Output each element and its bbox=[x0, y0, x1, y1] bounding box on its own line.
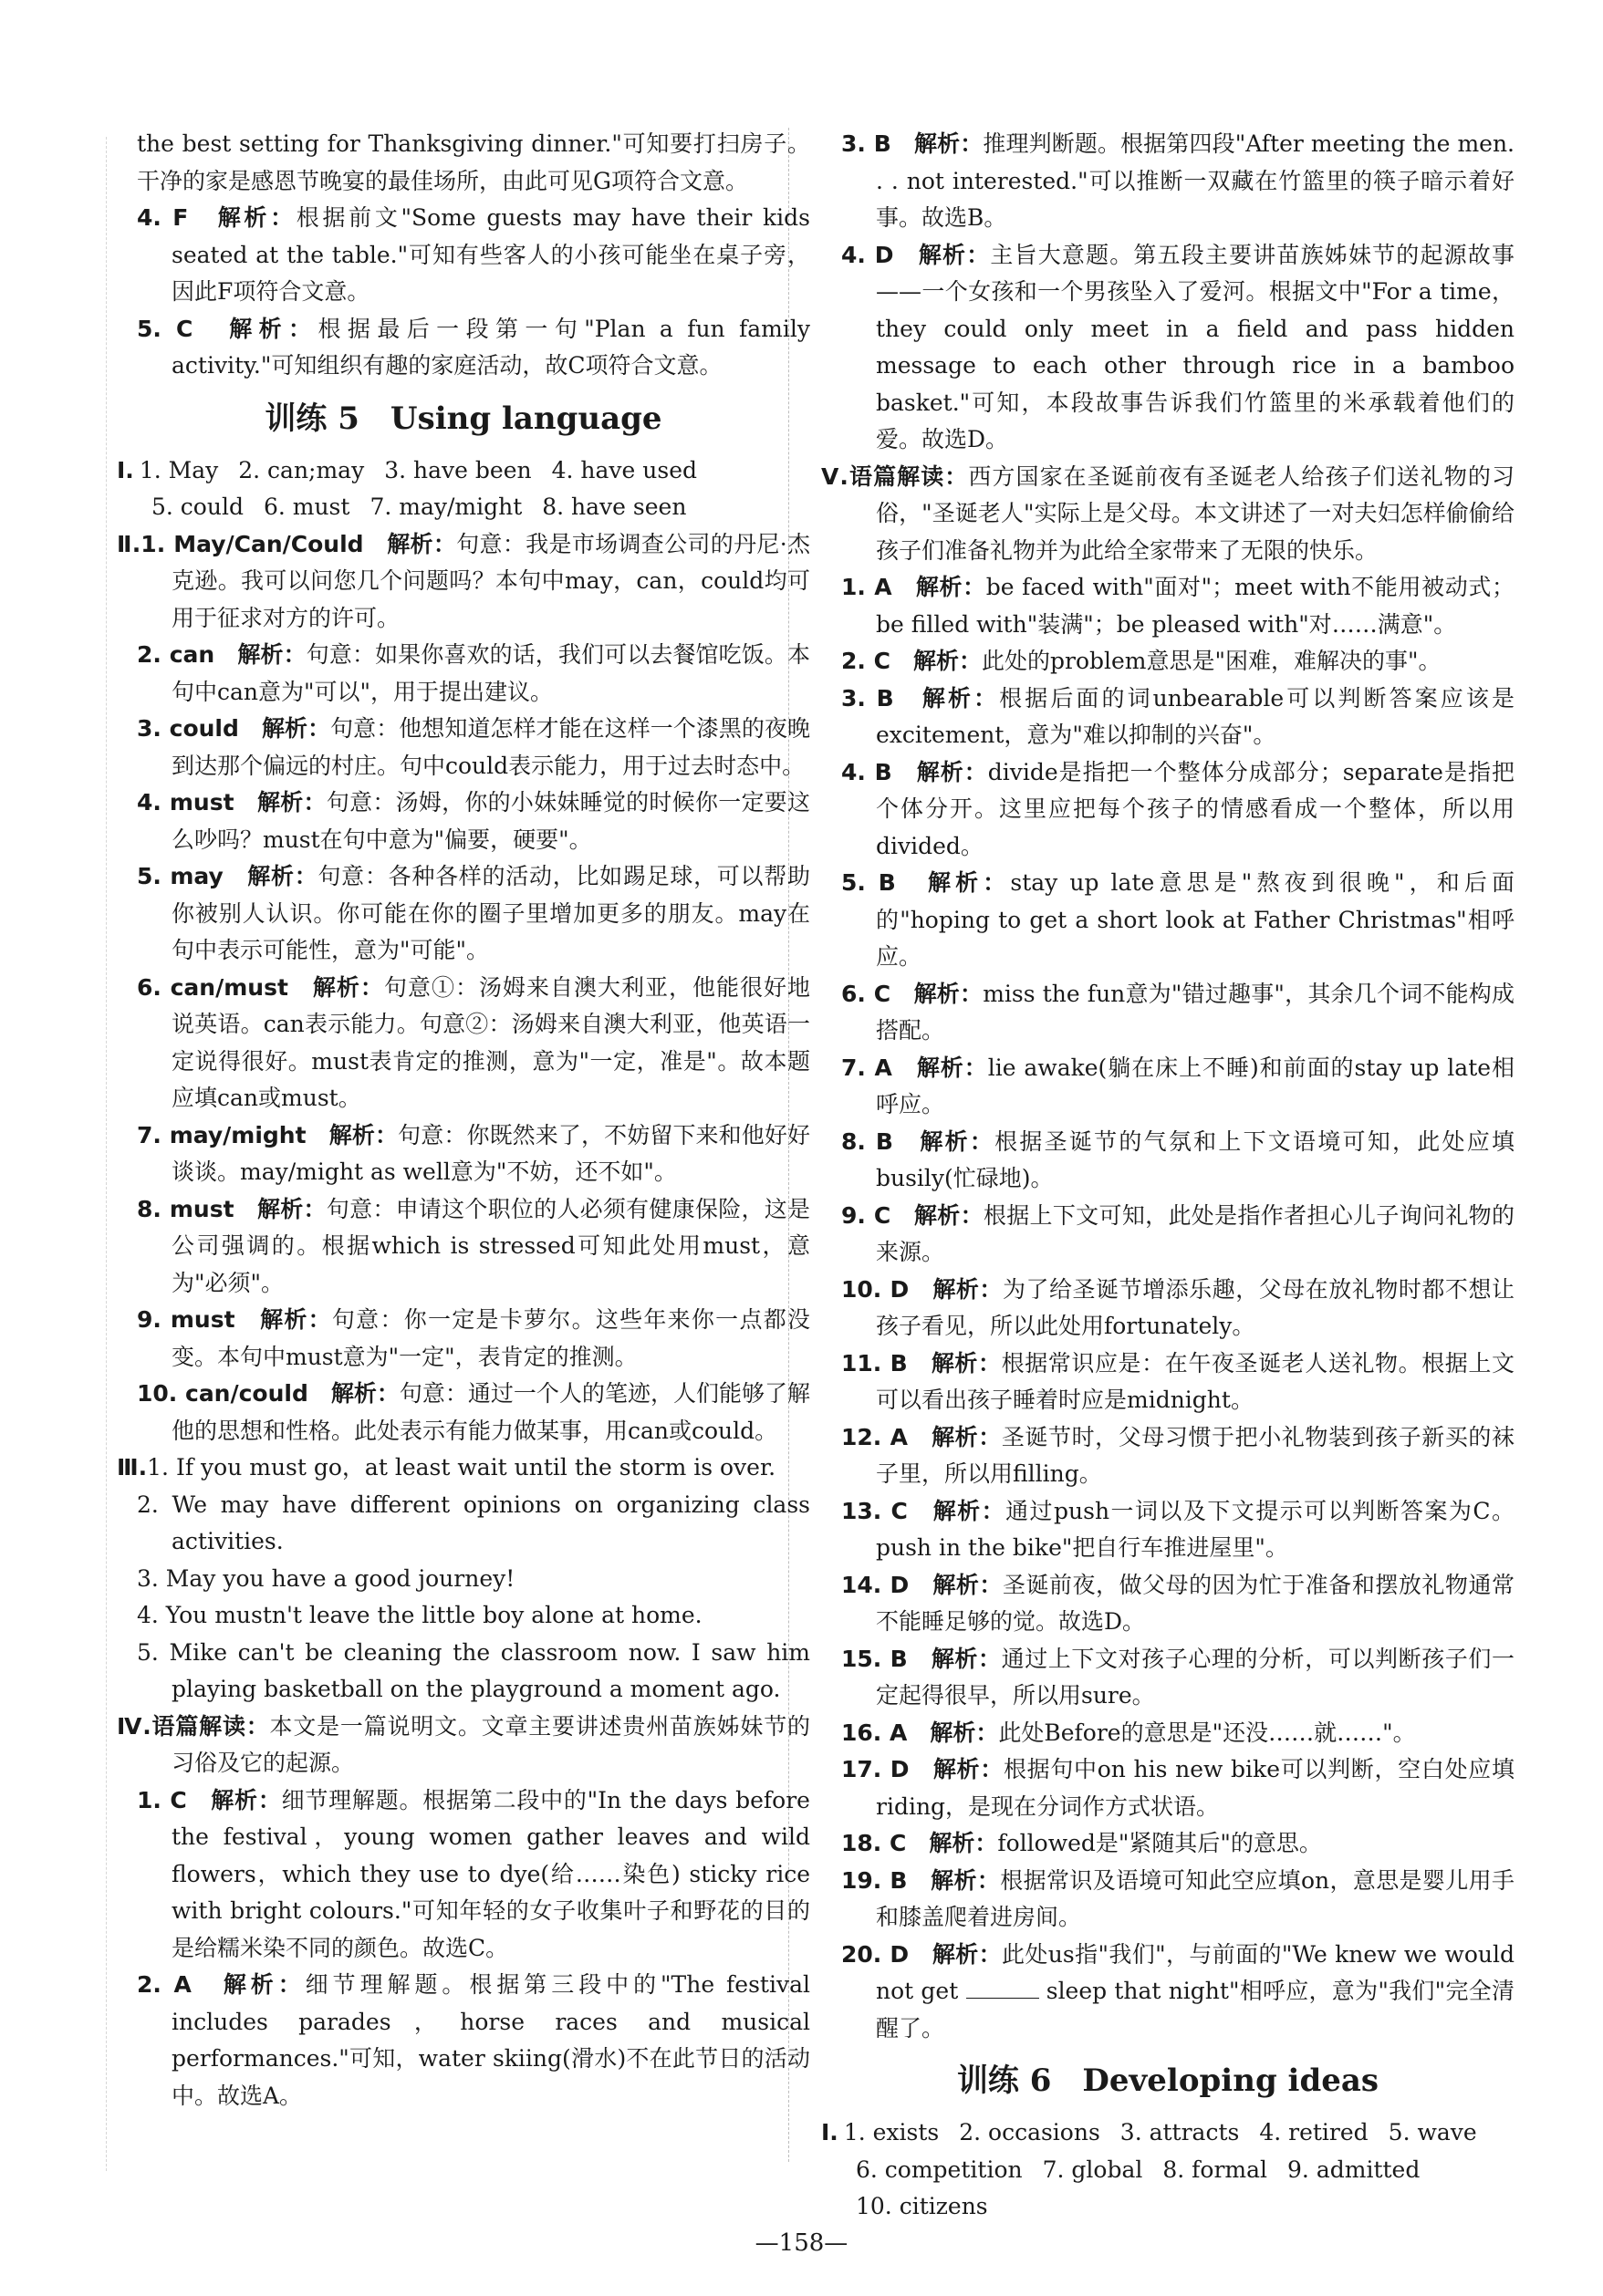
answer-cell: 8. have seen bbox=[542, 493, 687, 520]
answer-cell: 3. attracts bbox=[1119, 2119, 1240, 2145]
page-number: —158— bbox=[755, 2229, 848, 2257]
answer-item: 15. B 解析：通过上下文对孩子心理的分析，可以判断孩子们一定起得很早，所以用sure。 bbox=[841, 1645, 1515, 1709]
answer-cell: 8. formal bbox=[1162, 2156, 1268, 2183]
answer-cell: 7. may/might bbox=[370, 493, 523, 520]
answer-item: 10. D 解析：为了给圣诞节增添乐趣，父母在放礼物时都不想让孩子看见，所以此处用fortunately。 bbox=[841, 1275, 1515, 1339]
answer-item: 7. may/might 解析：句意：你既然来了，不妨留下来和他好好谈谈。may/might as well意为"不妨，还不如"。 bbox=[137, 1121, 810, 1185]
answer-item: 16. A 解析：此处Before的意思是"还没……就……"。 bbox=[841, 1719, 1416, 1746]
answer-item: 4. D 解析：主旨大意题。第五段主要讲苗族姊妹节的起源故事——一个女孩和一个男孩坠入了爱河。根据文中"For a time，they could only meet in a field and pass hidden message to each other through rice in a bamboo basket."可知，本段故事告诉我们竹篮里的米承载着他们的爱。故选D。 bbox=[841, 241, 1515, 452]
sentence-item: Ⅲ.1. If you must go，at least wait until the storm is over. bbox=[117, 1454, 776, 1480]
answer-cell: 6. must bbox=[263, 493, 350, 520]
answer-item: 9. must 解析：句意：你一定是卡萝尔。这些年来你一点都没变。本句中must意为"一定"，表肯定的推测。 bbox=[137, 1306, 810, 1370]
answer-item: 2. C 解析：此处的problem意思是"困难，难解决的事"。 bbox=[841, 648, 1442, 674]
answer-item: 2. A 解析：细节理解题。根据第三段中的"The festival includes parades，horse races and musical performances."可知，water skiing(滑水)不在此节日的活动中。故选A。 bbox=[137, 1971, 810, 2109]
answer-item: 19. B 解析：根据常识及语境可知此空应填on，意思是婴儿用手和膝盖爬着进房间。 bbox=[841, 1866, 1515, 1930]
answer-item: 10. can/could 解析：句意：通过一个人的笔迹，人们能够了解他的思想和性格。此处表示有能力做某事，用can或could。 bbox=[137, 1380, 810, 1444]
answer-item: Ⅱ.1. May/Can/Could 解析：句意：我是市场调查公司的丹尼·杰克逊。我可以问您几个问题吗？本句中may，can，could均可用于征求对方的许可。 bbox=[117, 530, 810, 631]
part-marker: Ⅰ. bbox=[821, 2119, 838, 2145]
part-6 bbox=[821, 2114, 1515, 2226]
part-2 bbox=[117, 526, 810, 1450]
sentence-item: 2. We may have different opinions on organizing class activities. bbox=[137, 1491, 810, 1554]
part-3 bbox=[117, 1449, 810, 1709]
answer-cell: 1. May bbox=[139, 456, 219, 483]
answer-item: 3. could 解析：句意：他想知道怎样才能在这样一个漆黑的夜晚到达那个偏远的村庄。句中could表示能力，用于过去时态中。 bbox=[137, 715, 810, 779]
answer-cell: 4. have used bbox=[551, 456, 697, 483]
answer-item: 18. C 解析：followed是"紧随其后"的意思。 bbox=[841, 1830, 1322, 1856]
answer-item: 1. C 解析：细节理解题。根据第二段中的"In the days before the festival，young women gather leaves and wild flowers，which they use to dye(给……染色) sticky rice with bright colours."可知年轻的女子收集叶子和野花的目的是给糯米染不同的颜色。故选C。 bbox=[137, 1786, 810, 1961]
answer-cell: 1. exists bbox=[843, 2119, 940, 2145]
answer-item: 5. may 解析：句意：各种各样的活动，比如踢足球，可以帮助你被别人认识。你可能在你的圈子里增加更多的朋友。may在句中表示可能性，意为"可能"。 bbox=[137, 863, 810, 963]
part-marker: Ⅰ. bbox=[117, 456, 134, 483]
answer-item: 5. C 解析：根据最后一段第一句"Plan a fun family activity."可知组织有趣的家庭活动，故C项符合文意。 bbox=[137, 315, 810, 379]
answer-cell: 4. retired bbox=[1259, 2119, 1369, 2145]
sentence-item: 4. You mustn't leave the little boy alone at home. bbox=[137, 1602, 703, 1628]
blank-line bbox=[966, 1976, 1039, 1999]
answer-item: 13. C 解析：通过push一词以及下文提示可以判断答案为C。push in the bike"把自行车推进屋里"。 bbox=[841, 1497, 1515, 1561]
answer-cell: 9. admitted bbox=[1287, 2156, 1421, 2183]
answer-item: 3. B 解析：推理判断题。根据第四段"After meeting the men. . . not interested."可以推断一双藏在竹篮里的筷子暗示着好事。故选B。 bbox=[841, 130, 1515, 231]
answer-cell: 7. global bbox=[1042, 2156, 1143, 2183]
answer-item: 3. B 解析：根据后面的词unbearable可以判断答案应该是excitement，意为"难以抑制的兴奋"。 bbox=[841, 684, 1515, 748]
answer-item: 4. F 解析：根据前文"Some guests may have their kids seated at the table."可知有些客人的小孩可能坐在桌子旁，因此F项符合文意。 bbox=[137, 204, 810, 305]
section-title-5: 训练 5 Using language bbox=[265, 400, 662, 437]
answer-item: 14. D 解析：圣诞前夜，做父母的因为忙于准备和摆放礼物通常不能睡足够的觉。故选D。 bbox=[841, 1571, 1515, 1635]
answer-cell: 10. citizens bbox=[856, 2193, 988, 2219]
part-1 bbox=[117, 452, 810, 526]
answer-item: 7. A 解析：lie awake(躺在床上不睡)和前面的stay up late相呼应。 bbox=[841, 1054, 1515, 1117]
intro-paragraph: the best setting for Thanksgiving dinner."可知要打扫房子。干净的家是感恩节晚宴的最佳场所，由此可见G项符合文意。 bbox=[137, 130, 810, 194]
answer-cell: 6. competition bbox=[856, 2156, 1023, 2183]
answer-item: 6. can/must 解析：句意①：汤姆来自澳大利亚，他能很好地说英语。can表示能力。句意②：汤姆来自澳大利亚，他英语一定说得很好。must表肯定的推测，意为"一定，准是"。故本题应填can或must。 bbox=[137, 973, 810, 1111]
sentence-item: 5. Mike can't be cleaning the classroom now. I saw him playing basketball on the playground a moment ago. bbox=[137, 1638, 810, 1702]
answer-item: 1. A 解析：be faced with"面对"；meet with不能用被动式；be filled with"装满"；be pleased with"对……满意"。 bbox=[841, 574, 1515, 638]
answer-item: 12. A 解析：圣诞节时，父母习惯于把小礼物装到孩子新买的袜子里，所以用filling。 bbox=[841, 1423, 1515, 1487]
sentence-item: 3. May you have a good journey! bbox=[137, 1564, 515, 1592]
answer-cell: 2. can;may bbox=[238, 456, 365, 483]
answer-item: 17. D 解析：根据句中on his new bike可以判断，空白处应填riding，是现在分词作方式状语。 bbox=[841, 1756, 1515, 1820]
section-title-6: 训练 6 Developing ideas bbox=[956, 2062, 1379, 2099]
answer-item: 5. B 解析：stay up late意思是"熬夜到很晚"，和后面的"hoping to get a short look at Father Christmas"相呼应。 bbox=[841, 869, 1515, 970]
answer-item: 9. C 解析：根据上下文可知，此处是指作者担心儿子询问礼物的来源。 bbox=[841, 1201, 1515, 1265]
answer-item: 8. B 解析：根据圣诞节的气氛和上下文语境可知，此处应填busily(忙碌地)。 bbox=[841, 1127, 1515, 1191]
answer-item: 6. C 解析：miss the fun意为"错过趣事"，其余几个词不能构成搭配。 bbox=[841, 980, 1515, 1044]
answer-item: 8. must 解析：句意：申请这个职位的人必须有健康保险，这是公司强调的。根据which is stressed可知此处用must，意为"必须"。 bbox=[137, 1195, 810, 1296]
passage-summary: Ⅴ.语篇解读：西方国家在圣诞前夜有圣诞老人给孩子们送礼物的习俗，"圣诞老人"实际上是父母。本文讲述了一对夫妇怎样偷偷给孩子们准备礼物并为此给全家带来了无限的快乐。 bbox=[821, 462, 1515, 564]
passage-summary: Ⅳ.语篇解读：本文是一篇说明文。文章主要讲述贵州苗族姊妹节的习俗及它的起源。 bbox=[117, 1712, 810, 1776]
answer-item: 11. B 解析：根据常识应是：在午夜圣诞老人送礼物。根据上文可以看出孩子睡着时应是midnight。 bbox=[841, 1349, 1515, 1413]
answer-cell: 5. wave bbox=[1388, 2119, 1477, 2145]
part-5 bbox=[821, 459, 1515, 2048]
answers-list-a bbox=[117, 200, 810, 385]
answer-cell: 3. have been bbox=[384, 456, 532, 483]
left-margin-guide bbox=[106, 137, 108, 2171]
answer-cell: 5. could bbox=[151, 493, 244, 520]
part-4 bbox=[117, 1709, 810, 2115]
answer-cell: 2. occasions bbox=[959, 2119, 1100, 2145]
answer-item: 4. B 解析：divide是指把一个整体分成部分；separate是指把个体分开。这里应把每个孩子的情感看成一个整体，所以用divided。 bbox=[841, 758, 1515, 859]
answers-list-b bbox=[821, 126, 1515, 459]
answer-item: 20. D 解析：此处us指"我们"，与前面的"We knew we would not get sleep that night"相呼应，意为"我们"完全清醒了。 bbox=[841, 1940, 1515, 2041]
right-column bbox=[821, 126, 1515, 2226]
answer-item: 4. must 解析：句意：汤姆，你的小妹妹睡觉的时候你一定要这么吵吗？must在句中意为"偏要，硬要"。 bbox=[137, 789, 810, 853]
left-column bbox=[117, 126, 810, 2114]
answer-item: 2. can 解析：句意：如果你喜欢的话，我们可以去餐馆吃饭。本句中can意为"可以"，用于提出建议。 bbox=[137, 641, 810, 705]
